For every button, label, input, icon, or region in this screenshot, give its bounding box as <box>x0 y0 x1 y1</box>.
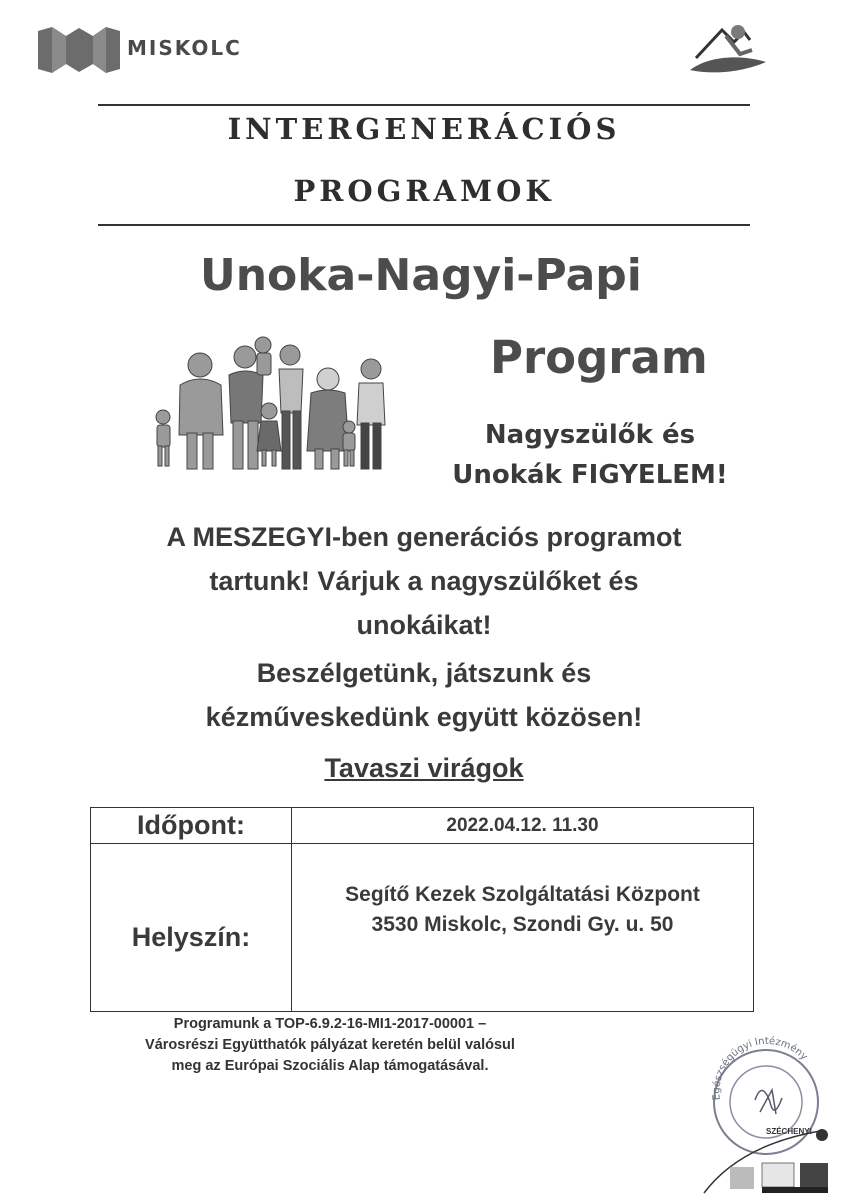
invitation-line1: A MESZEGYI-ben generációs programot <box>166 522 682 552</box>
invitation-line3: unokáikat! <box>356 610 492 640</box>
header-title-line2: PROGRAMOK <box>293 174 555 208</box>
place-value <box>292 844 754 1012</box>
program-title-line2: Program <box>490 331 708 384</box>
footnote-line1: Programunk a TOP-6.9.2-16-MI1-2017-00001 – <box>173 1016 487 1032</box>
time-value: 2022.04.12. 11.30 <box>292 808 754 844</box>
place-value-line1: Segítő Kezek Szolgáltatási Központ <box>345 882 700 906</box>
family-illustration <box>145 325 395 475</box>
invitation-line2: tartunk! Várjuk a nagyszülőket és <box>209 566 639 596</box>
activities-line1: Beszélgetünk, játszunk és <box>256 658 592 688</box>
miskolc-logo-icon <box>38 27 120 73</box>
stamp-ring-text: Egészségügyi Intézmény <box>711 1035 810 1101</box>
header-bottom-rule <box>98 224 750 226</box>
invitation-paragraph <box>60 515 788 647</box>
activities-paragraph <box>60 651 788 739</box>
details-table <box>90 807 754 1012</box>
place-label: Helyszín: <box>91 844 292 1012</box>
header-top-rule <box>98 104 750 106</box>
szechenyi-2020-logo-icon <box>700 1125 835 1195</box>
footnote-line3: meg az Európai Szociális Alap támogatásával. <box>171 1058 489 1074</box>
footnote-line2: Városrészi Együtthatók pályázat keretén belül valósul <box>145 1037 515 1053</box>
attention-line1: Nagyszülők és <box>484 420 696 450</box>
time-label: Időpont: <box>91 808 292 844</box>
theme-title: Tavaszi virágok <box>324 753 524 783</box>
activities-line2: kézműveskedünk együtt közösen! <box>205 702 643 732</box>
program-logo-icon <box>688 20 768 78</box>
header-title-line1: INTERGENERÁCIÓS <box>227 112 621 146</box>
city-name: MISKOLC <box>127 36 242 60</box>
program-title-line1: Unoka-Nagyi-Papi <box>200 250 642 301</box>
funding-footnote <box>110 1014 550 1077</box>
szechenyi-label: SZÉCHENYI <box>766 1127 812 1136</box>
attention-line2: Unokák FIGYELEM! <box>452 460 728 490</box>
place-value-line2: 3530 Miskolc, Szondi Gy. u. 50 <box>371 912 674 936</box>
